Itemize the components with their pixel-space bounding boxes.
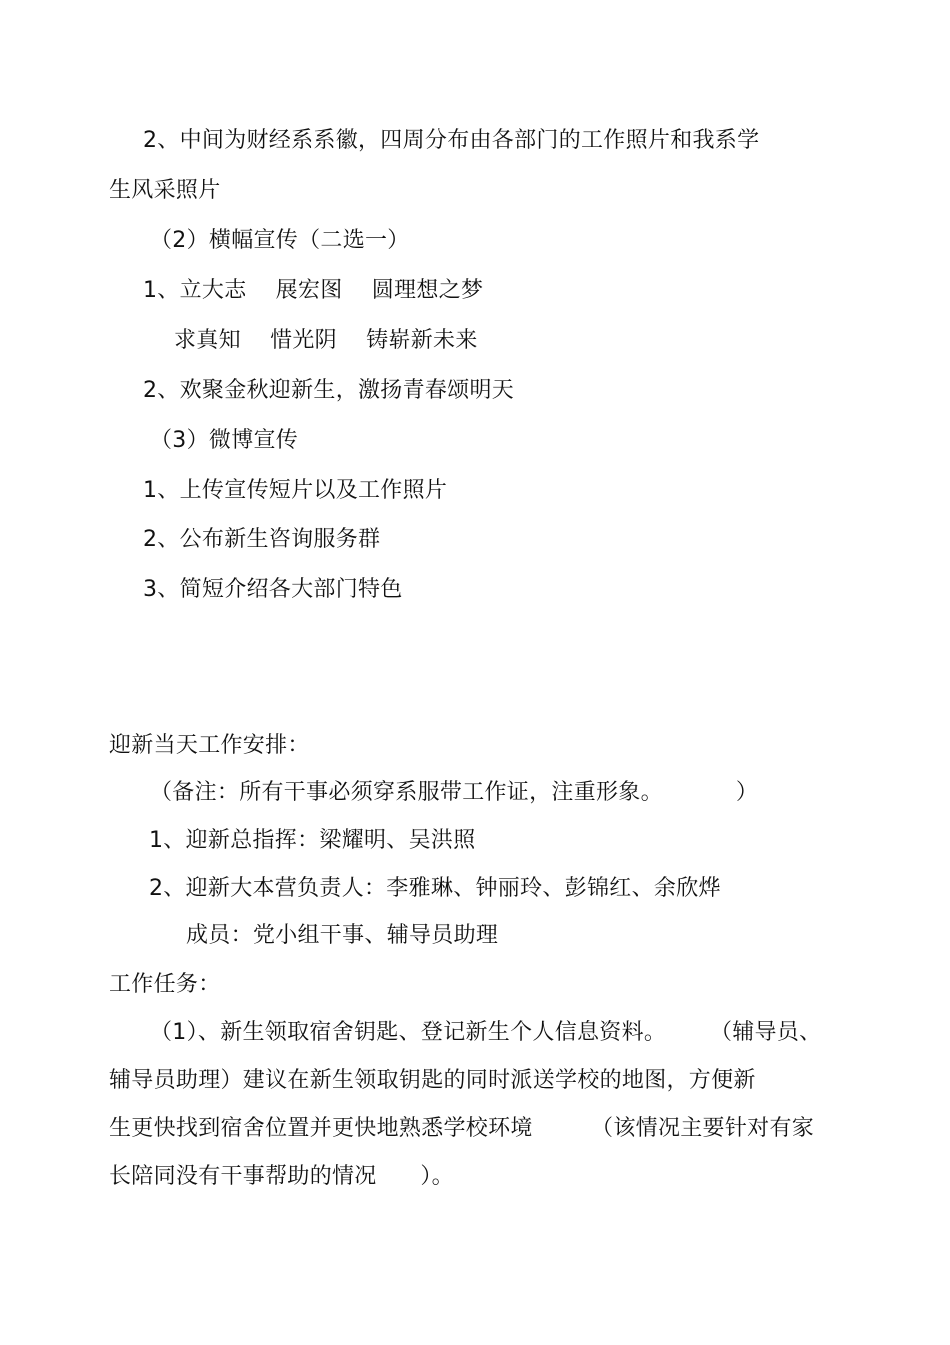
text-line: 1、立大志 展宏图 圆理想之梦 bbox=[143, 278, 484, 303]
text-line: 生风采照片 bbox=[109, 178, 221, 203]
note-line: （备注：所有干事必须穿系服带工作证，注重形象。 ） bbox=[150, 780, 759, 805]
text-line: 辅导员助理）建议在新生领取钥匙的同时派送学校的地图，方便新 bbox=[109, 1068, 756, 1093]
text-line: 3、简短介绍各大部门特色 bbox=[143, 577, 403, 602]
text-line: 2、迎新大本营负责人：李雅琳、钟丽玲、彭锦红、余欣烨 bbox=[149, 876, 721, 901]
text-line: 2、中间为财经系系徽，四周分布由各部门的工作照片和我系学 bbox=[143, 128, 760, 153]
text-line: 1、上传宣传短片以及工作照片 bbox=[143, 478, 448, 503]
text-line: 长陪同没有干事帮助的情况 ）。 bbox=[109, 1164, 454, 1189]
section-heading: 迎新当天工作安排： bbox=[109, 733, 310, 758]
text-line: 生更快找到宿舍位置并更快地熟悉学校环境 （该情况主要针对有家 bbox=[109, 1116, 815, 1141]
text-line: 2、欢聚金秋迎新生，激扬青春颂明天 bbox=[143, 378, 515, 403]
text-line: 求真知 惜光阴 铸崭新未来 bbox=[174, 328, 478, 353]
text-line: 成员：党小组干事、辅导员助理 bbox=[186, 923, 499, 948]
text-line: 2、公布新生咨询服务群 bbox=[143, 527, 381, 552]
text-line: 1、迎新总指挥：梁耀明、吴洪照 bbox=[149, 828, 476, 853]
section-heading: （3）微博宣传 bbox=[150, 428, 299, 453]
section-heading: （2）横幅宣传（二选一） bbox=[150, 228, 410, 253]
section-heading: 工作任务： bbox=[109, 972, 221, 997]
text-line: （1）、新生领取宿舍钥匙、登记新生个人信息资料。 （辅导员、 bbox=[150, 1020, 822, 1045]
